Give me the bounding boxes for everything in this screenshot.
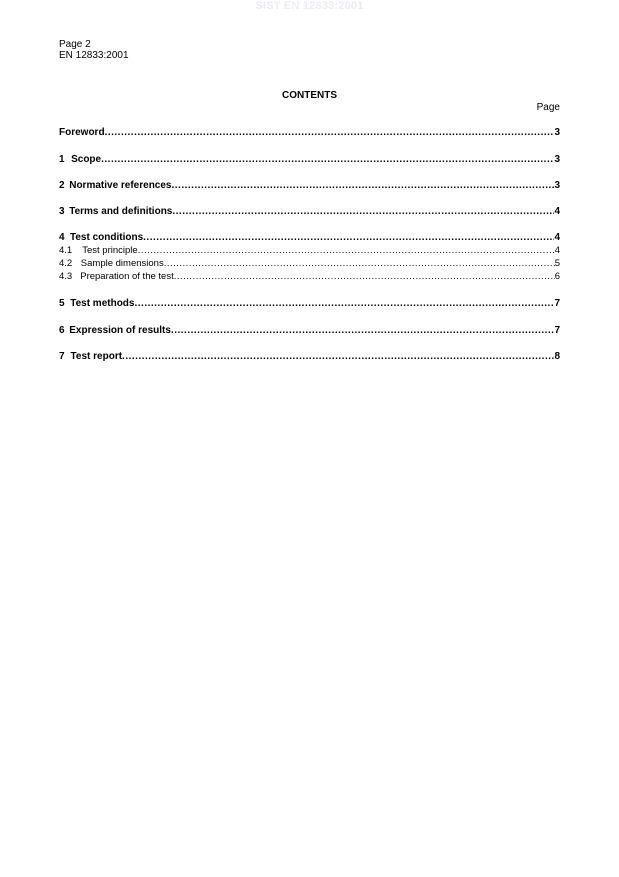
toc-entry[interactable] (59, 246, 560, 256)
watermark: SIST EN 12833:2001 (255, 0, 364, 12)
toc-entry-page: 6 (554, 271, 560, 282)
toc-entry[interactable] (59, 325, 560, 336)
toc-entry-page: 5 (554, 258, 560, 269)
toc-leader-dots (164, 259, 555, 269)
page-header (59, 39, 129, 61)
toc-entry-page: 7 (554, 298, 560, 309)
toc-leader-dots (171, 325, 555, 336)
page-number: Page 2 (59, 39, 91, 50)
toc-entry[interactable] (59, 351, 560, 362)
toc-entry-title: Terms and definitions (69, 206, 173, 217)
toc-entry-number: 7 (59, 351, 65, 362)
toc-entry-page: 3 (554, 180, 560, 191)
toc-entry[interactable] (59, 272, 560, 282)
toc-leader-dots (138, 246, 555, 256)
toc-entry[interactable] (59, 154, 560, 165)
toc-entry-number: 4.1 (59, 245, 73, 256)
toc-entry-title: Test report (70, 351, 123, 362)
toc-entry[interactable] (59, 180, 560, 191)
contents-title: CONTENTS (282, 90, 337, 101)
toc-leader-dots (105, 127, 555, 138)
toc-leader-dots (101, 154, 554, 165)
toc-entry[interactable] (59, 206, 560, 217)
toc-entry-number: 4.3 (59, 271, 73, 282)
toc-leader-dots (143, 232, 554, 243)
toc-entry-title: Sample dimensions (80, 258, 164, 269)
toc-entry-page: 3 (554, 154, 560, 165)
toc-entry-title: Test methods (70, 298, 135, 309)
standard-reference: EN 12833:2001 (59, 50, 129, 61)
toc-leader-dots (134, 298, 554, 309)
toc-leader-dots (174, 272, 555, 282)
toc-entry-number: 4.2 (59, 258, 73, 269)
toc-leader-dots (122, 351, 554, 362)
toc-entry-page: 3 (554, 127, 560, 138)
toc-entry-number: 2 (59, 180, 65, 191)
toc-entry[interactable] (59, 298, 560, 309)
toc-entry[interactable] (59, 232, 560, 243)
page-column-label: Page (536, 102, 560, 113)
toc-entry-page: 8 (554, 351, 560, 362)
toc-entry-title: Expression of results (69, 325, 171, 336)
toc-entry-number: 1 (59, 154, 65, 165)
toc-entry-number: 5 (59, 298, 65, 309)
toc-entry[interactable] (59, 127, 560, 138)
toc-entry-title: Normative references (69, 180, 172, 191)
toc-entry-page: 4 (554, 206, 560, 217)
toc-leader-dots (172, 180, 555, 191)
toc-entry-title: Test principle (82, 245, 138, 256)
toc-entry-title: Scope (71, 154, 102, 165)
toc-entry-title: Preparation of the test (80, 271, 174, 282)
toc-entry-number: 6 (59, 325, 65, 336)
toc-entry-page: 4 (554, 232, 560, 243)
toc-entry-page: 4 (554, 245, 560, 256)
toc-entry-page: 7 (554, 325, 560, 336)
toc-entry-title: Test conditions (69, 232, 144, 243)
toc-entry-title: Foreword (59, 127, 105, 138)
toc-entry-number: 4 (59, 232, 65, 243)
toc-entry-number: 3 (59, 206, 65, 217)
toc-entry[interactable] (59, 259, 560, 269)
toc-leader-dots (172, 206, 554, 217)
